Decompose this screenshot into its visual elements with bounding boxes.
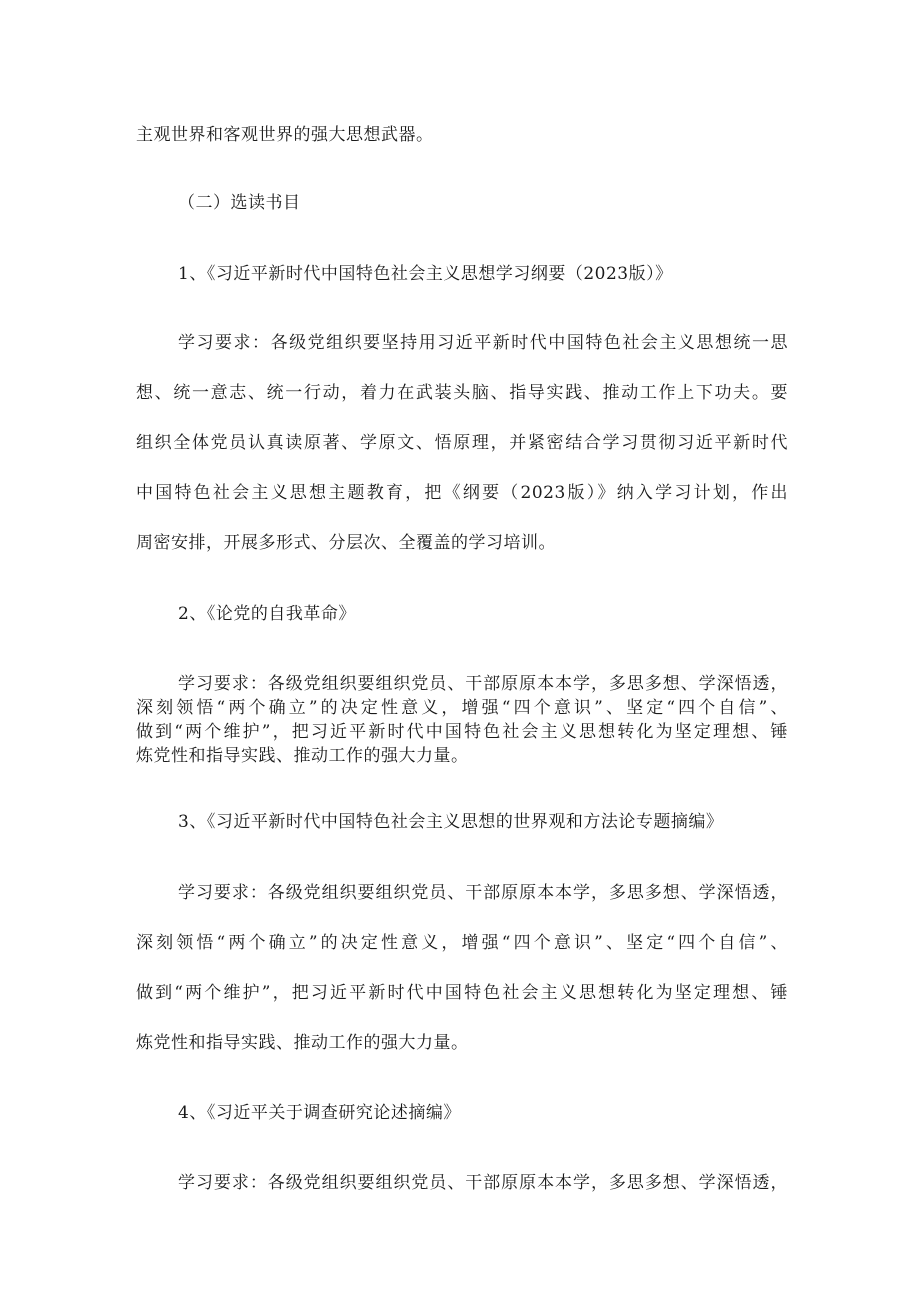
book-1-requirement-line-2: 想、统一意志、统一行动，着力在武装头脑、指导实践、推动工作上下功夫。要 [136,383,788,403]
section-heading: （二）选读书目 [178,193,301,213]
book-title-3: 3、《习近平新时代中国特色社会主义思想的世界观和方法论专题摘编》 [178,812,724,832]
book-2-requirement-line-3: 做到“两个维护”，把习近平新时代中国特色社会主义思想转化为坚定理想、锤 [136,722,788,742]
book-title-1: 1、《习近平新时代中国特色社会主义思想学习纲要（2023版）》 [178,264,673,284]
book-title-4: 4、《习近平关于调查研究论述摘编》 [178,1103,461,1123]
book-3-requirement-line-3: 做到“两个维护”，把习近平新时代中国特色社会主义思想转化为坚定理想、锤 [136,983,788,1003]
book-3-requirement-line-4: 炼党性和指导实践、推动工作的强大力量。 [136,1033,469,1053]
book-title-2: 2、《论党的自我革命》 [178,604,356,624]
book-3-requirement-line-1: 学习要求：各级党组织要组织党员、干部原原本本学，多思多想、学深悟透， [178,883,788,903]
book-2-requirement-line-4: 炼党性和指导实践、推动工作的强大力量。 [136,746,469,766]
book-4-requirement-line-1: 学习要求：各级党组织要组织党员、干部原原本本学，多思多想、学深悟透， [178,1173,788,1193]
intro-tail-text: 主观世界和客观世界的强大思想武器。 [136,125,434,145]
book-2-requirement-line-1: 学习要求：各级党组织要组织党员、干部原原本本学，多思多想、学深悟透， [178,674,788,694]
book-1-requirement-line-5: 周密安排，开展多形式、分层次、全覆盖的学习培训。 [136,533,556,553]
book-3-requirement-line-2: 深刻领悟“两个确立”的决定性意义，增强“四个意识”、坚定“四个自信”、 [136,933,788,953]
book-1-requirement-line-4: 中国特色社会主义思想主题教育，把《纲要（2023版）》纳入学习计划，作出 [136,483,788,503]
book-2-requirement-line-2: 深刻领悟“两个确立”的决定性意义，增强“四个意识”、坚定“四个自信”、 [136,698,788,718]
book-1-requirement-line-1: 学习要求：各级党组织要坚持用习近平新时代中国特色社会主义思想统一思 [178,333,788,353]
book-1-requirement-line-3: 组织全体党员认真读原著、学原文、悟原理，并紧密结合学习贯彻习近平新时代 [136,433,788,453]
